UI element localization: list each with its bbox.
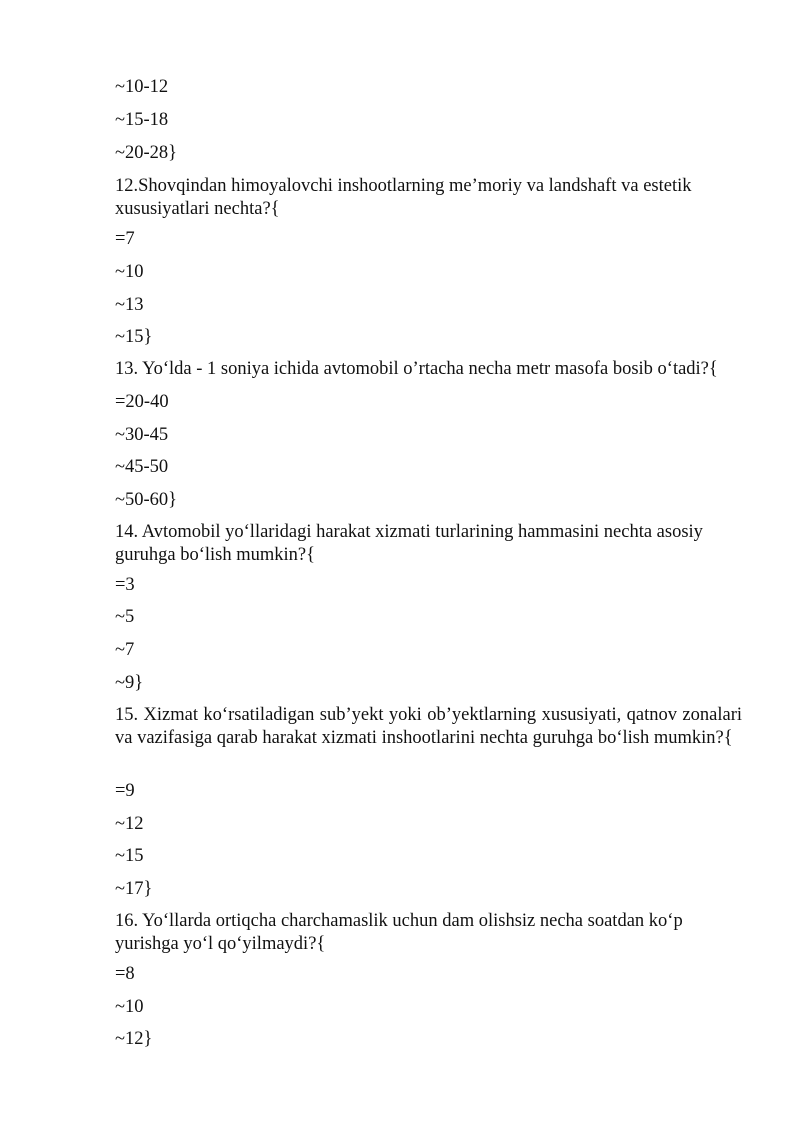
answer-option: ~50-60} — [115, 490, 178, 510]
answer-option: ~9} — [115, 673, 144, 693]
answer-option: ~7 — [115, 640, 135, 660]
answer-option: ~10 — [115, 997, 144, 1017]
answer-option: ~10 — [115, 262, 144, 282]
answer-option: ~10-12 — [115, 77, 169, 97]
answer-option: =9 — [115, 781, 135, 801]
answer-option: ~17} — [115, 879, 153, 899]
question-text: 12.Shovqindan himoyalovchi inshootlarning me’moriy va landshaft va estetik xususiyatlari nechta?{ — [115, 176, 692, 219]
answer-option: =20-40 — [115, 392, 169, 412]
answer-option: ~15-18 — [115, 110, 169, 130]
question-text: 14. Avtomobil yo‘llaridagi harakat xizmati turlarining hammasini nechta asosiy guruhga bo‘lish mumkin?{ — [115, 522, 703, 565]
answer-option: ~15} — [115, 327, 153, 347]
question-text: 16. Yo‘llarda ortiqcha charchamaslik uchun dam olishsiz necha soatdan ko‘p yurishga yo‘l qo‘yilmaydi?{ — [115, 911, 683, 954]
question-text: 13. Yo‘lda - 1 soniya ichida avtomobil o’rtacha necha metr masofa bosib o‘tadi?{ — [115, 359, 718, 379]
answer-option: ~20-28} — [115, 143, 178, 163]
answer-option: =7 — [115, 229, 135, 249]
answer-option: ~13 — [115, 295, 144, 315]
question-text: 15. Xizmat ko‘rsatiladigan sub’yekt yoki ob’yektlarning xususiyati, qatnov zonalari va vazifasiga qarab harakat xizmati inshootlarini nechta guruhga bo‘lish mumkin?{ — [115, 705, 742, 748]
answer-option: =3 — [115, 575, 135, 595]
answer-option: =8 — [115, 964, 135, 984]
answer-option: ~5 — [115, 607, 135, 627]
answer-option: ~12 — [115, 814, 144, 834]
answer-option: ~45-50 — [115, 457, 169, 477]
answer-option: ~30-45 — [115, 425, 169, 445]
answer-option: ~12} — [115, 1029, 153, 1049]
answer-option: ~15 — [115, 846, 144, 866]
